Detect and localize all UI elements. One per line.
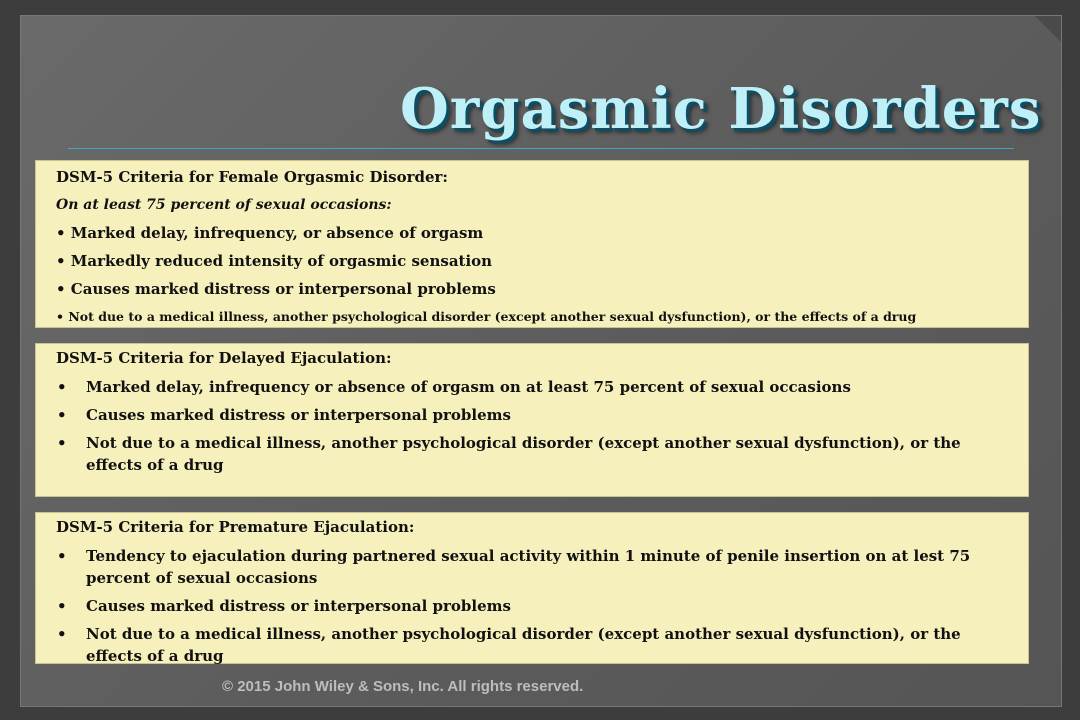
panel-heading: DSM-5 Criteria for Premature Ejaculation:	[56, 518, 415, 536]
criterion-note: • Not due to a medical illness, another psychological disorder (except another sexual dysfunction), or the effects of a drug	[56, 309, 917, 324]
criterion-item: • Marked delay, infrequency, or absence of orgasm	[56, 224, 484, 242]
criterion-item: • Not due to a medical illness, another psychological disorder (except another sexual dysfunction), or the effects of a drug	[56, 432, 1028, 476]
criterion-item: • Causes marked distress or interpersonal problems	[56, 280, 496, 298]
criterion-item: • Not due to a medical illness, another psychological disorder (except another sexual dysfunction), or the effects of a drug	[56, 623, 1028, 667]
panel-heading: DSM-5 Criteria for Delayed Ejaculation:	[56, 349, 392, 367]
panel-heading: DSM-5 Criteria for Female Orgasmic Disorder:	[56, 168, 448, 186]
criteria-list	[56, 545, 1028, 667]
slide-title: Orgasmic Disorders	[400, 76, 1042, 142]
criterion-item: • Causes marked distress or interpersonal problems	[56, 595, 1028, 617]
criterion-item: • Markedly reduced intensity of orgasmic sensation	[56, 252, 493, 270]
panel-subheading: On at least 75 percent of sexual occasions:	[56, 197, 392, 213]
copyright-footer: © 2015 John Wiley & Sons, Inc. All rights reserved.	[222, 678, 584, 695]
criterion-item: • Marked delay, infrequency or absence of orgasm on at least 75 percent of sexual occasions	[56, 376, 1028, 398]
female-orgasmic-disorder-panel	[35, 160, 1029, 328]
criterion-item: • Tendency to ejaculation during partnered sexual activity within 1 minute of penile insertion on at lest 75 percent of sexual occasions	[56, 545, 1028, 589]
premature-ejaculation-panel	[35, 512, 1029, 664]
title-underline	[68, 148, 1014, 149]
folded-corner	[1035, 16, 1061, 42]
criterion-item: • Causes marked distress or interpersonal problems	[56, 404, 1028, 426]
delayed-ejaculation-panel	[35, 343, 1029, 497]
criteria-list	[56, 376, 1028, 476]
